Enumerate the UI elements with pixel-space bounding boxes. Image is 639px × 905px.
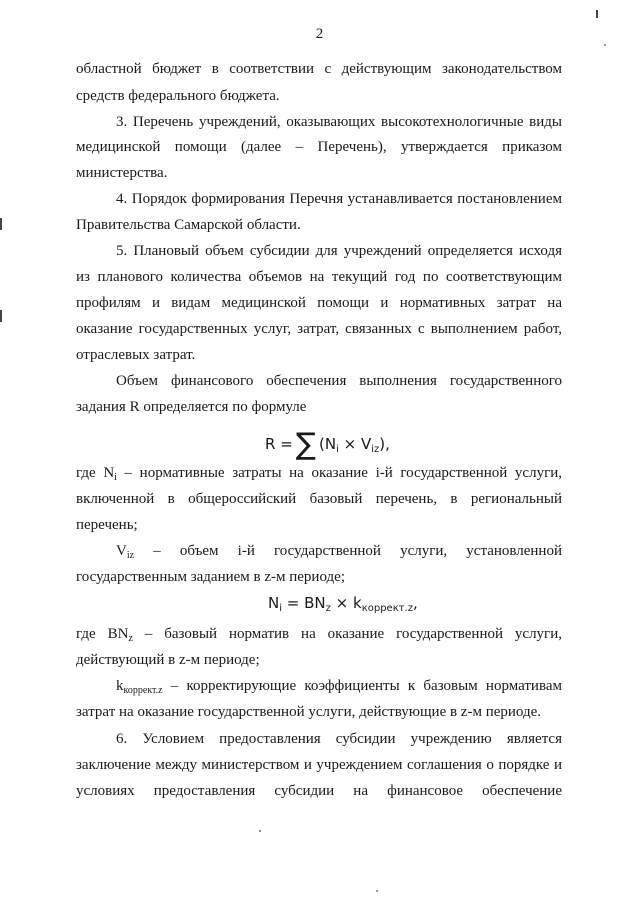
scan-mark <box>596 10 598 18</box>
paragraph-line: Правительства Самарской области. <box>76 217 301 233</box>
formula-r-part: × V <box>338 435 372 453</box>
paragraph-line: медицинской помощи (далее – Перечень), утверждается приказом <box>76 139 562 155</box>
paragraph-line: затрат на оказание государственной услуги, действующие в z-м периоде. <box>76 704 542 720</box>
formula-ni-part: × k <box>330 594 362 612</box>
paragraph-line: перечень; <box>76 517 138 533</box>
formula-r-sub: iz <box>371 444 380 455</box>
paragraph-line: отраслевых затрат. <box>76 347 196 363</box>
text-span: k <box>116 678 124 694</box>
scan-mark <box>0 310 2 322</box>
paragraph-line: 5. Плановый объем субсидии для учреждений определяется исходя <box>116 243 562 259</box>
formula-ni-sub: i <box>279 603 283 614</box>
paragraph-line: 6. Условием предоставления субсидии учреждению является <box>116 731 562 747</box>
paragraph-line <box>116 542 562 560</box>
formula-r-part: (N <box>318 435 337 453</box>
text-span: – нормативные затраты на оказание i-й государственной услуги, <box>116 465 562 481</box>
paragraph-line: Объем финансового обеспечения выполнения государственного <box>116 373 562 389</box>
paragraph-line: действующий в z-м периоде; <box>76 652 260 668</box>
formula-r-part: ), <box>379 435 390 453</box>
subscript: z <box>128 633 133 644</box>
scan-mark <box>0 218 2 230</box>
paragraph-line: профилям и видам медицинской помощи и нормативных затрат на <box>76 295 562 311</box>
subscript: коррект.z <box>123 685 163 696</box>
text-span: – объем i-й государственной услуги, установленной <box>134 543 562 559</box>
formula-ni <box>268 594 418 612</box>
paragraph-line: включенной в общероссийский базовый перечень, в региональный <box>76 491 562 507</box>
text-span: где BN <box>76 626 129 642</box>
subscript: iz <box>126 550 135 561</box>
text-span: – корректирующие коэффициенты к базовым нормативам <box>162 678 562 694</box>
paragraph-line: министерства. <box>76 165 168 181</box>
paragraph-line: 3. Перечень учреждений, оказывающих высокотехнологичные виды <box>116 114 562 130</box>
scan-mark <box>376 890 378 892</box>
page-number: 2 <box>315 26 324 42</box>
formula-r-lhs: R = <box>265 435 293 453</box>
paragraph-line <box>76 464 562 482</box>
formula-ni-sub: z <box>325 603 331 614</box>
scan-mark <box>604 44 606 46</box>
text-span: – базовый норматив на оказание государственной услуги, <box>132 626 562 642</box>
paragraph-line <box>116 677 562 695</box>
paragraph-line: заключение между министерством и учреждением соглашения о порядке и <box>76 757 562 773</box>
paragraph-line: оказание государственных услуг, затрат, связанных с выполнением работ, <box>76 321 562 337</box>
paragraph-line: государственным заданием в z-м периоде; <box>76 569 345 585</box>
formula-ni-part: = BN <box>282 594 326 612</box>
formula-ni-part: N <box>268 594 280 612</box>
formula-ni-part: , <box>413 594 418 612</box>
paragraph-line: 4. Порядок формирования Перечня устанавливается постановлением <box>116 191 562 207</box>
paragraph-line: из планового количества объемов на текущий год по соответствующим <box>76 269 562 285</box>
text-span: V <box>116 543 127 559</box>
subscript: i <box>114 472 117 483</box>
text-span: где N <box>76 465 115 481</box>
formula-r-sub: i <box>336 444 339 455</box>
paragraph-line: средств федерального бюджета. <box>76 88 280 104</box>
paragraph-line <box>76 625 562 643</box>
sigma-symbol: ∑ <box>295 427 316 462</box>
paragraph-line: задания R определяется по формуле <box>76 399 307 415</box>
paragraph-line: областной бюджет в соответствии с действующим законодательством <box>76 61 562 77</box>
formula-ni-sub: коррект.z <box>361 603 413 614</box>
scan-mark <box>259 830 261 832</box>
formula-r <box>265 422 390 462</box>
paragraph-line: условиях предоставления субсидии на финансовое обеспечение <box>76 783 562 799</box>
